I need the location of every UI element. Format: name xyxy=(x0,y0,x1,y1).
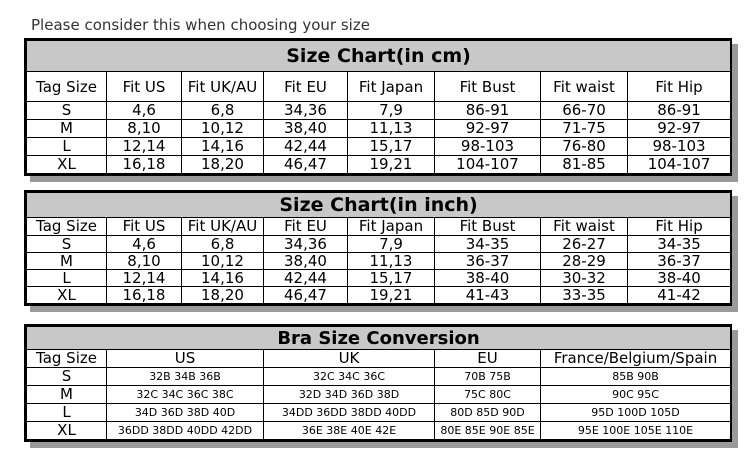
table-cell: 80E 85E 90E 85E xyxy=(435,422,541,440)
table-cell: 36-37 xyxy=(628,253,731,270)
table-cell: 18,20 xyxy=(182,156,264,174)
table-cell: 98-103 xyxy=(628,138,731,156)
column-header: Fit Japan xyxy=(348,72,435,102)
table-cell: S xyxy=(27,102,107,120)
column-header: Tag Size xyxy=(27,350,107,368)
table-cell: 33-35 xyxy=(541,287,628,304)
table-cell: 66-70 xyxy=(541,102,628,120)
table-cell: 71-75 xyxy=(541,120,628,138)
bra-size-conversion-chart xyxy=(24,324,732,442)
table-cell: 12,14 xyxy=(107,270,182,287)
table-cell: 11,13 xyxy=(348,253,435,270)
table-cell: 86-91 xyxy=(435,102,541,120)
column-header: Fit Hip xyxy=(628,218,731,236)
table-cell: 80D 85D 90D xyxy=(435,404,541,422)
table-cell: 86-91 xyxy=(628,102,731,120)
table-cell: 16,18 xyxy=(107,156,182,174)
table-cell: XL xyxy=(27,156,107,174)
table-cell: 85B 90B xyxy=(541,368,731,386)
table-cell: 36DD 38DD 40DD 42DD xyxy=(107,422,264,440)
column-header: Tag Size xyxy=(27,72,107,102)
column-header: US xyxy=(107,350,264,368)
table-row xyxy=(27,404,731,422)
column-header: Fit Hip xyxy=(628,72,731,102)
table-cell: 11,13 xyxy=(348,120,435,138)
column-header: Fit waist xyxy=(541,218,628,236)
chart-title: Size Chart(in cm) xyxy=(27,41,731,72)
chart-title: Bra Size Conversion xyxy=(27,327,731,350)
table-cell: 28-29 xyxy=(541,253,628,270)
table-cell: 26-27 xyxy=(541,236,628,253)
table-cell: 46,47 xyxy=(264,156,348,174)
table-cell: 34D 36D 38D 40D xyxy=(107,404,264,422)
column-header: Fit waist xyxy=(541,72,628,102)
table-row xyxy=(27,422,731,440)
column-header: Fit EU xyxy=(264,218,348,236)
table-cell: S xyxy=(27,236,107,253)
table-cell: 6,8 xyxy=(182,236,264,253)
table-cell: XL xyxy=(27,422,107,440)
table-cell: 95D 100D 105D xyxy=(541,404,731,422)
table-cell: S xyxy=(27,368,107,386)
table-row xyxy=(27,156,731,174)
table-cell: 4,6 xyxy=(107,236,182,253)
table-cell: 36E 38E 40E 42E xyxy=(264,422,435,440)
table-cell: 30-32 xyxy=(541,270,628,287)
table-cell: 42,44 xyxy=(264,138,348,156)
table-cell: 32B 34B 36B xyxy=(107,368,264,386)
table-cell: 10,12 xyxy=(182,120,264,138)
table-cell: 95E 100E 105E 110E xyxy=(541,422,731,440)
column-header: Fit US xyxy=(107,72,182,102)
table-cell: 104-107 xyxy=(628,156,731,174)
table-cell: 34,36 xyxy=(264,102,348,120)
table-cell: 90C 95C xyxy=(541,386,731,404)
table-cell: 6,8 xyxy=(182,102,264,120)
table-row xyxy=(27,236,731,253)
table-row xyxy=(27,270,731,287)
table-cell: 38,40 xyxy=(264,253,348,270)
table-cell: 14,16 xyxy=(182,138,264,156)
table-cell: 46,47 xyxy=(264,287,348,304)
table-row xyxy=(27,102,731,120)
table-cell: L xyxy=(27,138,107,156)
table-cell: 34-35 xyxy=(628,236,731,253)
bra-size-conversion-table xyxy=(26,326,731,440)
column-header: Tag Size xyxy=(27,218,107,236)
column-header: France/Belgium/Spain xyxy=(541,350,731,368)
table-cell: 38-40 xyxy=(435,270,541,287)
table-cell: 15,17 xyxy=(348,270,435,287)
table-cell: 38,40 xyxy=(264,120,348,138)
table-cell: 75C 80C xyxy=(435,386,541,404)
table-cell: 41-43 xyxy=(435,287,541,304)
size-chart-inch-table xyxy=(26,192,731,304)
table-cell: 8,10 xyxy=(107,253,182,270)
table-cell: 12,14 xyxy=(107,138,182,156)
table-cell: 70B 75B xyxy=(435,368,541,386)
table-row xyxy=(27,287,731,304)
table-cell: 8,10 xyxy=(107,120,182,138)
table-cell: 98-103 xyxy=(435,138,541,156)
table-cell: 32C 34C 36C xyxy=(264,368,435,386)
table-cell: 7,9 xyxy=(348,236,435,253)
column-header: Fit Bust xyxy=(435,72,541,102)
column-header: UK xyxy=(264,350,435,368)
table-cell: 34-35 xyxy=(435,236,541,253)
table-cell: XL xyxy=(27,287,107,304)
table-cell: 16,18 xyxy=(107,287,182,304)
column-header: Fit US xyxy=(107,218,182,236)
table-cell: 34DD 36DD 38DD 40DD xyxy=(264,404,435,422)
table-cell: 42,44 xyxy=(264,270,348,287)
column-header: EU xyxy=(435,350,541,368)
table-cell: 32C 34C 36C 38C xyxy=(107,386,264,404)
table-cell: 10,12 xyxy=(182,253,264,270)
table-cell: 7,9 xyxy=(348,102,435,120)
size-chart-inch xyxy=(24,190,732,306)
table-row xyxy=(27,138,731,156)
header-row xyxy=(27,218,731,236)
table-cell: 4,6 xyxy=(107,102,182,120)
header-row xyxy=(27,72,731,102)
table-row xyxy=(27,253,731,270)
table-cell: 104-107 xyxy=(435,156,541,174)
column-header: Fit Bust xyxy=(435,218,541,236)
table-row xyxy=(27,120,731,138)
header-row xyxy=(27,350,731,368)
size-chart-cm xyxy=(24,38,732,176)
chart-title: Size Chart(in inch) xyxy=(27,193,731,218)
table-cell: 18,20 xyxy=(182,287,264,304)
column-header: Fit UK/AU xyxy=(182,218,264,236)
table-cell: M xyxy=(27,386,107,404)
table-cell: L xyxy=(27,404,107,422)
table-cell: 81-85 xyxy=(541,156,628,174)
table-cell: L xyxy=(27,270,107,287)
table-cell: 36-37 xyxy=(435,253,541,270)
table-row xyxy=(27,368,731,386)
table-cell: 41-42 xyxy=(628,287,731,304)
table-cell: M xyxy=(27,253,107,270)
size-chart-cm-table xyxy=(26,40,731,174)
table-cell: 76-80 xyxy=(541,138,628,156)
table-cell: 19,21 xyxy=(348,287,435,304)
table-cell: 92-97 xyxy=(435,120,541,138)
column-header: Fit UK/AU xyxy=(182,72,264,102)
table-cell: 15,17 xyxy=(348,138,435,156)
table-row xyxy=(27,386,731,404)
table-cell: 19,21 xyxy=(348,156,435,174)
column-header: Fit EU xyxy=(264,72,348,102)
size-notice: Please consider this when choosing your size xyxy=(31,16,370,34)
table-cell: 34,36 xyxy=(264,236,348,253)
table-cell: 14,16 xyxy=(182,270,264,287)
table-cell: 32D 34D 36D 38D xyxy=(264,386,435,404)
column-header: Fit Japan xyxy=(348,218,435,236)
table-cell: 92-97 xyxy=(628,120,731,138)
table-cell: M xyxy=(27,120,107,138)
table-cell: 38-40 xyxy=(628,270,731,287)
